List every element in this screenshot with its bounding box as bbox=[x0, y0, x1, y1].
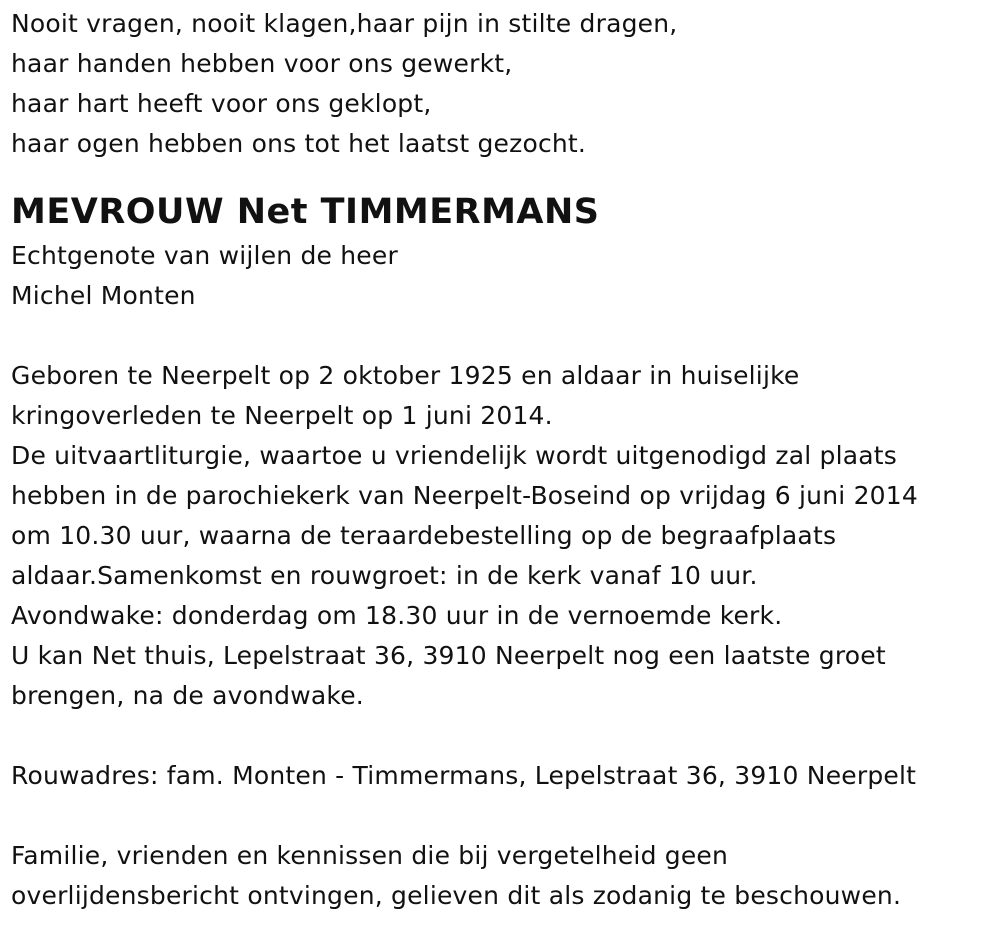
poem bbox=[11, 4, 991, 164]
announcement-line: kringoverleden te Neerpelt op 1 juni 2014. bbox=[11, 401, 553, 430]
deceased-section bbox=[11, 188, 991, 316]
poem-line: haar hart heeft voor ons geklopt, bbox=[11, 89, 432, 118]
closing-note bbox=[11, 836, 991, 916]
closing-line: Familie, vrienden en kennissen die bij vergetelheid geen bbox=[11, 841, 729, 870]
announcement-line: Geboren te Neerpelt op 2 oktober 1925 en aldaar in huiselijke bbox=[11, 361, 800, 390]
mourning-address bbox=[11, 756, 991, 796]
announcement-line: De uitvaartliturgie, waartoe u vriendelijk wordt uitgenodigd zal plaats bbox=[11, 441, 897, 470]
announcement-line: Avondwake: donderdag om 18.30 uur in de vernoemde kerk. bbox=[11, 601, 783, 630]
closing-line: overlijdensbericht ontvingen, gelieven dit als zodanig te beschouwen. bbox=[11, 881, 902, 910]
poem-line: Nooit vragen, nooit klagen,haar pijn in stilte dragen, bbox=[11, 9, 678, 38]
poem-line: haar ogen hebben ons tot het laatst gezocht. bbox=[11, 129, 587, 158]
relation-line: Michel Monten bbox=[11, 281, 196, 310]
obituary-document bbox=[11, 4, 991, 916]
announcement-line: om 10.30 uur, waarna de teraardebestelling op de begraafplaats bbox=[11, 521, 837, 550]
announcement-line: U kan Net thuis, Lepelstraat 36, 3910 Neerpelt nog een laatste groet bbox=[11, 641, 886, 670]
poem-line: haar handen hebben voor ons gewerkt, bbox=[11, 49, 513, 78]
announcement bbox=[11, 356, 991, 716]
deceased-name: MEVROUW Net TIMMERMANS bbox=[11, 192, 600, 232]
announcement-line: aldaar.Samenkomst en rouwgroet: in de kerk vanaf 10 uur. bbox=[11, 561, 758, 590]
announcement-line: hebben in de parochiekerk van Neerpelt-Boseind op vrijdag 6 juni 2014 bbox=[11, 481, 918, 510]
relation-line: Echtgenote van wijlen de heer bbox=[11, 241, 398, 270]
announcement-line: brengen, na de avondwake. bbox=[11, 681, 364, 710]
address-line: Rouwadres: fam. Monten - Timmermans, Lepelstraat 36, 3910 Neerpelt bbox=[11, 761, 917, 790]
